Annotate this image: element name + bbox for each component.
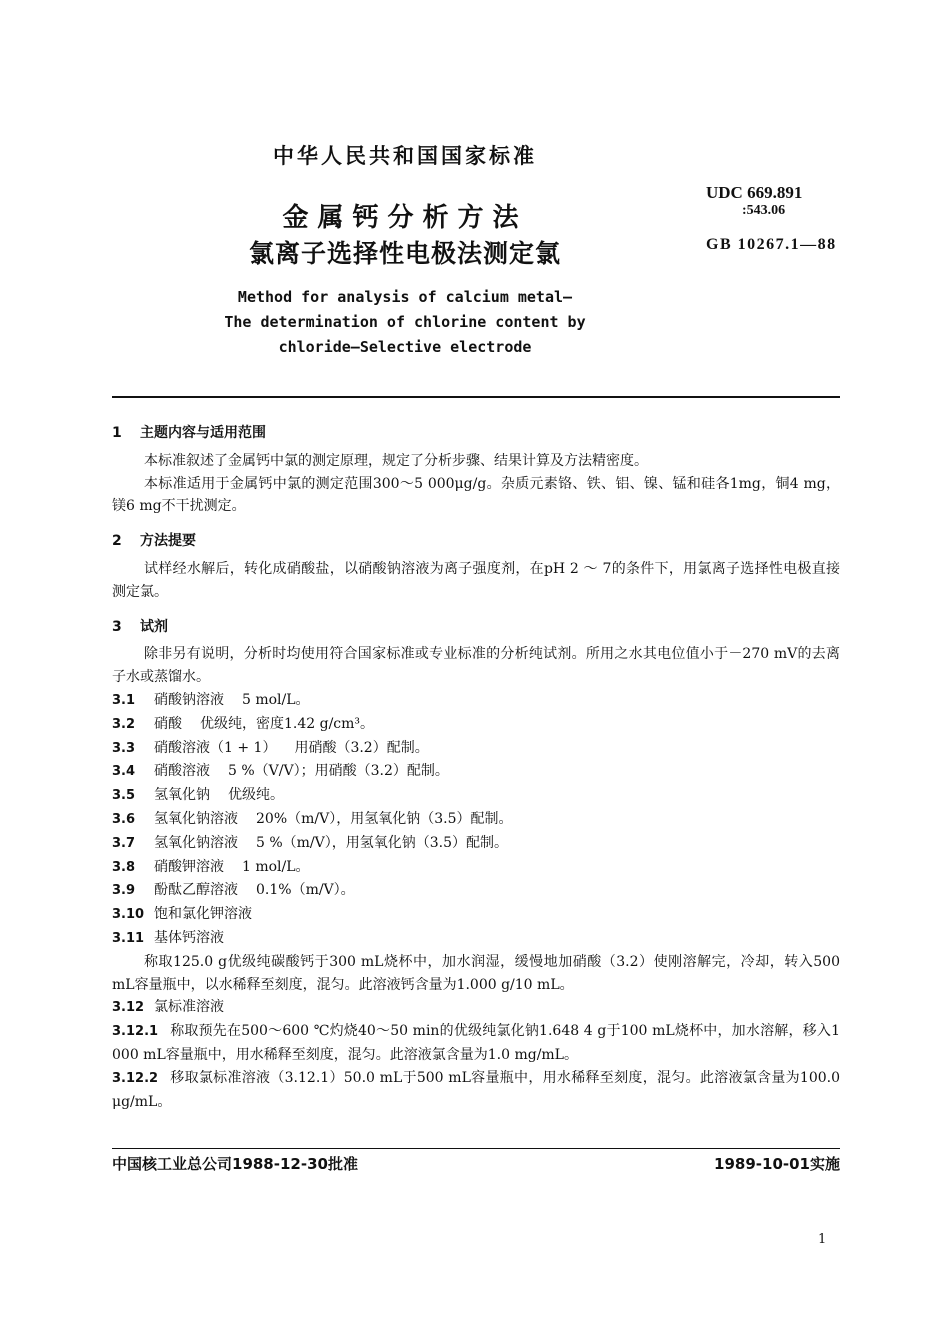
reagent-item — [112, 760, 840, 784]
item-name: 硝酸钾溶液 — [154, 858, 224, 875]
item-desc: 优级纯。 — [228, 787, 284, 804]
item-number: 3.1 — [112, 692, 136, 708]
section-title: 方法提要 — [140, 533, 196, 550]
english-title-line2: The determination of chlorine content by — [224, 313, 586, 331]
udc-code — [706, 184, 802, 220]
reagent-item — [112, 737, 840, 761]
reagent-item — [112, 713, 840, 737]
header-divider — [112, 396, 840, 398]
document-title-main: 金属钙分析方法 — [282, 203, 528, 233]
item-desc: 优级纯，密度1.42 g/cm³。 — [200, 715, 375, 732]
section-number: 3 — [112, 618, 122, 635]
sub-item-text: 移取氯标准溶液（3.12.1）50.0 mL于500 mL容量瓶中，用水稀释至刻度，混匀。此溶液氯含量为100.0 μg/mL。 — [112, 1069, 840, 1110]
section-heading — [112, 422, 840, 445]
item-number: 3.9 — [112, 883, 136, 899]
item-name: 硝酸钠溶液 — [154, 691, 224, 708]
item-number: 3.5 — [112, 788, 136, 804]
paragraph: 试样经水解后，转化成硝酸盐，以硝酸钠溶液为离子强度剂，在pH 2 ～ 7的条件下，用氯离子选择性电极直接测定氯。 — [112, 560, 840, 600]
reagent-item — [112, 832, 840, 856]
section-title: 主题内容与适用范围 — [140, 425, 266, 441]
item-desc: 用硝酸（3.2）配制。 — [294, 739, 429, 756]
reagent-item — [112, 689, 840, 713]
paragraph: 除非另有说明，分析时均使用符合国家标准或专业标准的分析纯试剂。所用之水其电位值小于－270 mV的去离子水或蒸馏水。 — [112, 646, 840, 686]
approval-date: 中国核工业总公司1988-12-30批准 — [112, 1155, 358, 1173]
item-name: 硝酸 — [154, 715, 182, 732]
item-desc: 0.1%（m/V）。 — [256, 882, 355, 899]
paragraph: 本标准叙述了金属钙中氯的测定原理，规定了分析步骤、结果计算及方法精密度。 — [144, 452, 648, 469]
section-heading — [112, 530, 840, 553]
item-number: 3.11 — [112, 930, 145, 946]
item-number: 3.7 — [112, 835, 136, 851]
english-title-line1: Method for analysis of calcium metal— — [237, 288, 573, 306]
item-desc: 5 mol/L。 — [242, 691, 310, 708]
reagent-item — [112, 996, 840, 1020]
section-title: 试剂 — [140, 618, 168, 635]
udc-code-line1: UDC 669.891 — [706, 183, 803, 202]
section-heading — [112, 616, 840, 639]
item-name: 酚酞乙醇溶液 — [154, 882, 238, 899]
section-number: 2 — [112, 533, 122, 550]
item-desc: 5 %（V/V）；用硝酸（3.2）配制。 — [228, 763, 449, 780]
item-name: 氯标准溶液 — [154, 999, 224, 1016]
item-name: 氢氧化钠 — [154, 787, 210, 804]
national-standard-heading: 中华人民共和国国家标准 — [273, 144, 537, 168]
item-name: 基体钙溶液 — [154, 929, 224, 946]
item-desc: 5 %（m/V），用氢氧化钠（3.5）配制。 — [256, 834, 509, 851]
implementation-date: 1989-10-01实施 — [714, 1155, 840, 1173]
item-number: 3.6 — [112, 811, 136, 827]
sub-item-number: 3.12.2 — [112, 1070, 159, 1086]
item-desc: 20%（m/V），用氢氧化钠（3.5）配制。 — [256, 810, 513, 827]
reagent-item — [112, 903, 840, 927]
reagent-item — [112, 927, 840, 951]
item-name: 饱和氯化钾溶液 — [154, 906, 252, 923]
item-name: 硝酸溶液 — [154, 763, 210, 780]
sub-item-number: 3.12.1 — [112, 1024, 159, 1040]
reagent-item — [112, 808, 840, 832]
paragraph: 本标准适用于金属钙中氯的测定范围300～5 000μg/g。杂质元素铬、铁、铝、镍、锰和硅各1mg，铜4 mg，镁6 mg不干扰测定。 — [112, 475, 840, 515]
item-number: 3.12 — [112, 1000, 145, 1016]
item-number: 3.3 — [112, 740, 136, 756]
item-number: 3.2 — [112, 716, 136, 732]
udc-code-line2: :543.06 — [742, 203, 786, 218]
document-body — [112, 418, 840, 1113]
reagent-item — [112, 879, 840, 903]
reagent-item — [112, 784, 840, 808]
item-number: 3.4 — [112, 764, 136, 780]
english-title — [0, 285, 810, 360]
english-title-line3: chloride—Selective electrode — [278, 338, 532, 356]
item-number: 3.10 — [112, 907, 145, 923]
item-name: 氢氧化钠溶液 — [154, 834, 238, 851]
gb-standard-number: GB 10267.1—88 — [706, 236, 837, 253]
sub-item — [112, 1067, 840, 1114]
item-name: 硝酸溶液（1 + 1） — [154, 739, 277, 756]
item-desc: 1 mol/L。 — [242, 858, 310, 875]
item-number: 3.8 — [112, 859, 136, 875]
section-number: 1 — [112, 425, 122, 441]
reagent-item — [112, 856, 840, 880]
sub-item-text: 称取预先在500～600 ℃灼烧40～50 min的优级纯氯化钠1.648 4 g于100 mL烧杯中，加水溶解，移入1 000 mL容量瓶中，用水稀释至刻度，混匀。此溶液氯含量为1.0 mg/mL。 — [112, 1023, 840, 1063]
paragraph: 称取125.0 g优级纯碳酸钙于300 mL烧杯中，加水润湿，缓慢地加硝酸（3.2）使刚溶解完，冷却，转入500 mL容量瓶中，以水稀释至刻度，混匀。此溶液钙含量为1.000 g/10 mL。 — [112, 953, 840, 993]
page-number: 1 — [818, 1232, 827, 1247]
sub-item — [112, 1020, 840, 1067]
document-title-sub: 氯离子选择性电极法测定氯 — [248, 239, 561, 268]
footer-divider — [112, 1148, 840, 1149]
item-name: 氢氧化钠溶液 — [154, 810, 238, 827]
